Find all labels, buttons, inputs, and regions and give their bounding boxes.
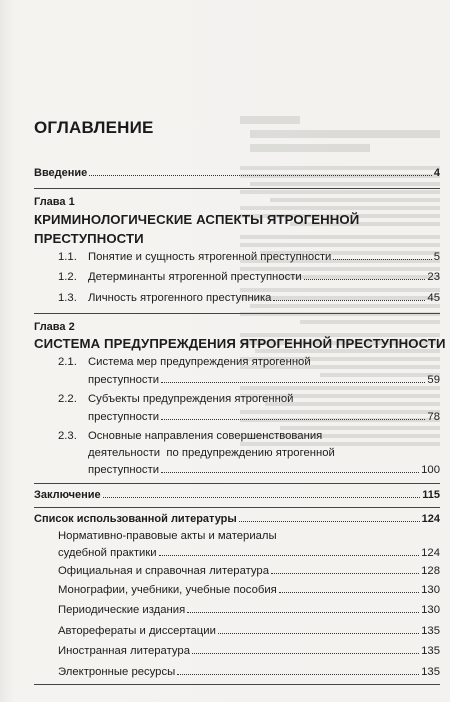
section-number: 1.2.	[58, 271, 77, 283]
leader-dots	[103, 497, 421, 498]
toc-entry-page: 135	[421, 645, 440, 657]
toc-entry-page: 4	[433, 167, 440, 179]
toc-entry-page: 135	[421, 666, 440, 678]
toc-entry-bib-6[interactable]	[58, 645, 440, 657]
leader-dots	[161, 419, 425, 420]
leader-dots	[304, 279, 426, 280]
toc-entry-label: Иностранная литература	[58, 645, 190, 657]
toc-entry-1-2[interactable]	[88, 271, 440, 283]
toc-entry-label: Авторефераты и диссертации	[58, 625, 216, 637]
toc-entry-label-line: Основные направления совершенствования	[88, 430, 323, 442]
divider	[34, 684, 440, 685]
section-number: 1.3.	[58, 292, 77, 304]
toc-entry-bib-1[interactable]	[58, 547, 440, 559]
toc-entry-label: Официальная и справочная литература	[58, 565, 270, 577]
toc-entry-label-line: деятельности по предупреждению ятрогенной	[88, 447, 335, 459]
divider	[34, 483, 440, 484]
leader-dots	[218, 633, 419, 634]
leader-dots	[187, 612, 419, 613]
leader-dots	[161, 472, 419, 473]
section-number: 2.3.	[58, 430, 77, 442]
toc-entry-bib-3[interactable]	[58, 584, 440, 596]
leader-dots	[159, 555, 420, 556]
leader-dots	[271, 573, 419, 574]
divider	[34, 188, 440, 189]
toc-entry-page: 45	[427, 292, 440, 304]
leader-dots	[177, 674, 419, 675]
toc-entry-label: Список использованной литературы	[34, 513, 237, 525]
toc-entry-label: преступности	[88, 464, 160, 476]
section-number: 1.1.	[58, 251, 77, 263]
toc-entry-bib-4[interactable]	[58, 604, 440, 616]
toc-entry-page: 78	[427, 411, 440, 423]
toc-entry-page: 59	[427, 374, 440, 386]
toc-entry-2-2[interactable]	[88, 411, 440, 423]
toc-entry-page: 5	[433, 251, 440, 263]
toc-entry-label: судебной практики	[58, 547, 157, 559]
chapter-1-label: Глава 1	[34, 196, 75, 208]
toc-entry-bibliography[interactable]	[34, 513, 440, 525]
toc-entry-page: 128	[421, 565, 440, 577]
toc-entry-page: 115	[422, 489, 440, 501]
leader-dots	[239, 521, 420, 522]
toc-title: ОГЛАВЛЕНИЕ	[34, 118, 154, 137]
leader-dots	[279, 592, 419, 593]
toc-entry-label: Введение	[34, 167, 88, 179]
toc-entry-bib-5[interactable]	[58, 625, 440, 637]
toc-entry-page: 135	[421, 625, 440, 637]
chapter-1-title[interactable]	[34, 210, 359, 248]
toc-entry-label: Понятие и сущность ятрогенной преступности	[88, 251, 332, 263]
toc-entry-label: Детерминанты ятрогенной преступности	[88, 271, 302, 283]
leader-dots	[273, 300, 425, 301]
toc-entry-1-3[interactable]	[88, 292, 440, 304]
toc-entry-label: Монографии, учебники, учебные пособия	[58, 584, 277, 596]
toc-entry-intro[interactable]	[34, 167, 440, 179]
divider	[34, 507, 440, 508]
toc-entry-bib-7[interactable]	[58, 666, 440, 678]
toc-entry-label-line: Субъекты предупреждения ятрогенной	[88, 393, 294, 405]
toc-entry-conclusion[interactable]	[34, 489, 440, 501]
toc-entry-bib-2[interactable]	[58, 565, 440, 577]
toc-entry-page: 130	[421, 604, 440, 616]
toc-entry-label: Электронные ресурсы	[58, 666, 176, 678]
toc-entry-page: 23	[427, 271, 440, 283]
chapter-2-title[interactable]: СИСТЕМА ПРЕДУПРЕЖДЕНИЯ ЯТРОГЕННОЙ ПРЕСТУПНОСТИ	[34, 336, 446, 351]
toc-entry-label-line: Нормативно-правовые акты и материалы	[58, 530, 277, 542]
toc-entry-page: 124	[421, 547, 440, 559]
toc-entry-label: преступности	[88, 411, 160, 423]
toc-entry-1-1[interactable]	[88, 251, 440, 263]
toc-entry-page: 100	[421, 464, 440, 476]
leader-dots	[161, 382, 425, 383]
chapter-2-label: Глава 2	[34, 321, 75, 333]
toc-entry-2-3[interactable]	[88, 464, 440, 476]
toc-entry-label: преступности	[88, 374, 160, 386]
chapter-1-title-line: ПРЕСТУПНОСТИ	[34, 231, 144, 246]
leader-dots	[89, 175, 432, 176]
toc-entry-page: 124	[421, 513, 440, 525]
toc-entry-label: Заключение	[34, 489, 101, 501]
toc-entry-page: 130	[421, 584, 440, 596]
toc-entry-label-line: Система мер предупреждения ятрогенной	[88, 356, 311, 368]
leader-dots	[192, 653, 419, 654]
leader-dots	[333, 259, 431, 260]
section-number: 2.1.	[58, 356, 77, 368]
divider	[34, 313, 440, 314]
chapter-1-title-line: КРИМИНОЛОГИЧЕСКИЕ АСПЕКТЫ ЯТРОГЕННОЙ	[34, 212, 360, 227]
toc-entry-label: Личность ятрогенного преступника	[88, 292, 272, 304]
toc-entry-label: Периодические издания	[58, 604, 186, 616]
section-number: 2.2.	[58, 393, 77, 405]
toc-entry-2-1[interactable]	[88, 374, 440, 386]
